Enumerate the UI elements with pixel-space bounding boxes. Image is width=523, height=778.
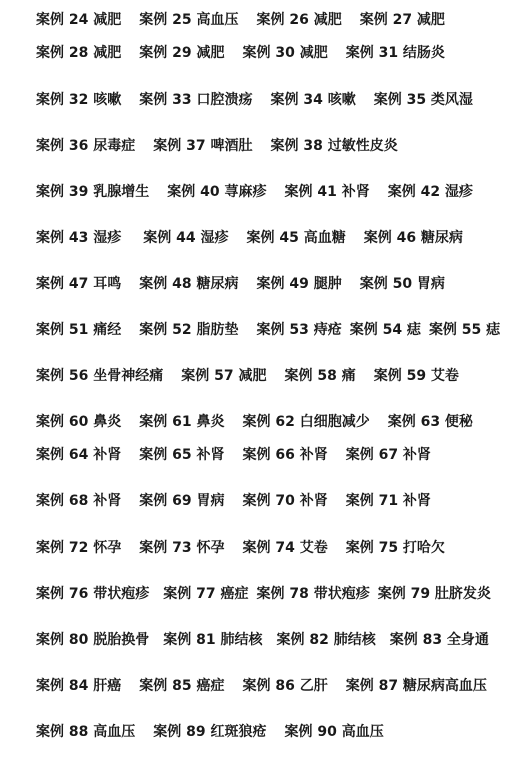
- case-link[interactable]: 案例 65 补肾: [139, 447, 225, 463]
- case-link[interactable]: 案例 30 减肥: [242, 45, 328, 61]
- case-line: [36, 319, 513, 341]
- case-link[interactable]: 案例 25 高血压: [139, 12, 239, 28]
- case-link[interactable]: 案例 81 肺结核: [163, 632, 263, 648]
- case-link[interactable]: 案例 26 减肥: [256, 12, 342, 28]
- case-link[interactable]: 案例 69 胃病: [139, 493, 225, 509]
- case-link[interactable]: 案例 39 乳腺增生: [36, 184, 150, 200]
- case-link[interactable]: 案例 90 高血压: [284, 724, 384, 740]
- case-link[interactable]: 案例 48 糖尿病: [139, 276, 239, 292]
- case-link[interactable]: 案例 89 红斑狼疮: [153, 724, 267, 740]
- case-link[interactable]: 案例 72 怀孕: [36, 540, 122, 556]
- case-link[interactable]: 案例 76 带状疱疹: [36, 586, 150, 602]
- case-link[interactable]: 案例 77 癌症: [163, 586, 249, 602]
- case-link[interactable]: 案例 41 补肾: [284, 184, 370, 200]
- case-line: [36, 181, 486, 203]
- case-link[interactable]: 案例 32 咳嗽: [36, 92, 122, 108]
- case-line: [36, 273, 458, 295]
- case-link[interactable]: 案例 47 耳鸣: [36, 276, 122, 292]
- case-link[interactable]: 案例 33 口腔溃疡: [139, 92, 253, 108]
- case-link[interactable]: 案例 42 湿疹: [387, 184, 473, 200]
- case-link[interactable]: 案例 24 减肥: [36, 12, 122, 28]
- case-link[interactable]: 案例 83 全身通: [389, 632, 489, 648]
- case-link[interactable]: 案例 44 湿疹: [143, 230, 229, 246]
- case-link[interactable]: 案例 38 过敏性皮炎: [270, 138, 398, 154]
- case-line: [36, 411, 486, 433]
- case-line: [36, 721, 397, 743]
- case-link[interactable]: 案例 56 坐骨神经痛: [36, 368, 164, 384]
- case-link[interactable]: 案例 27 减肥: [359, 12, 445, 28]
- case-link[interactable]: 案例 87 糖尿病高血压: [345, 678, 487, 694]
- case-link[interactable]: 案例 88 高血压: [36, 724, 136, 740]
- case-line: [36, 9, 458, 31]
- case-link[interactable]: 案例 75 打哈欠: [345, 540, 445, 556]
- case-link[interactable]: 案例 49 腿肿: [256, 276, 342, 292]
- case-link[interactable]: 案例 86 乙肝: [242, 678, 328, 694]
- case-line: [36, 583, 504, 605]
- case-link[interactable]: 案例 46 糖尿病: [363, 230, 463, 246]
- case-link[interactable]: 案例 29 减肥: [139, 45, 225, 61]
- case-line: [36, 365, 472, 387]
- case-link[interactable]: 案例 62 白细胞减少: [242, 414, 370, 430]
- case-link[interactable]: 案例 28 减肥: [36, 45, 122, 61]
- case-line: [36, 675, 500, 697]
- case-line: [36, 227, 476, 249]
- case-link[interactable]: 案例 82 肺结核: [276, 632, 376, 648]
- case-line: [36, 89, 486, 111]
- case-link[interactable]: 案例 55 痣: [428, 322, 501, 338]
- case-link[interactable]: 案例 84 肝癌: [36, 678, 122, 694]
- case-link[interactable]: 案例 52 脂肪垫: [139, 322, 239, 338]
- case-link[interactable]: 案例 53 痔疮: [256, 322, 342, 338]
- case-link[interactable]: 案例 58 痛: [284, 368, 356, 384]
- case-link[interactable]: 案例 78 带状疱疹: [256, 586, 370, 602]
- case-link[interactable]: 案例 59 艾卷: [373, 368, 459, 384]
- case-link[interactable]: 案例 36 尿毒症: [36, 138, 136, 154]
- case-link[interactable]: 案例 85 癌症: [139, 678, 225, 694]
- case-line: [36, 444, 444, 466]
- case-link[interactable]: 案例 40 荨麻疹: [167, 184, 267, 200]
- case-line: [36, 490, 444, 512]
- case-link[interactable]: 案例 68 补肾: [36, 493, 122, 509]
- case-link[interactable]: 案例 73 怀孕: [139, 540, 225, 556]
- case-link[interactable]: 案例 60 鼻炎: [36, 414, 122, 430]
- case-line: [36, 42, 458, 64]
- case-link[interactable]: 案例 45 高血糖: [246, 230, 346, 246]
- case-link[interactable]: 案例 31 结肠炎: [345, 45, 445, 61]
- case-line: [36, 135, 411, 157]
- case-link[interactable]: 案例 51 痛经: [36, 322, 122, 338]
- case-link[interactable]: 案例 80 脱胎换骨: [36, 632, 150, 648]
- case-link[interactable]: 案例 61 鼻炎: [139, 414, 225, 430]
- case-link[interactable]: 案例 34 咳嗽: [270, 92, 356, 108]
- case-link[interactable]: 案例 50 胃病: [359, 276, 445, 292]
- case-link[interactable]: 案例 43 湿疹: [36, 230, 122, 246]
- case-link[interactable]: 案例 70 补肾: [242, 493, 328, 509]
- case-link[interactable]: 案例 54 痣: [349, 322, 421, 338]
- case-link[interactable]: 案例 71 补肾: [345, 493, 431, 509]
- case-link[interactable]: 案例 35 类风湿: [373, 92, 473, 108]
- case-link[interactable]: 案例 66 补肾: [242, 447, 328, 463]
- case-link[interactable]: 案例 67 补肾: [345, 447, 431, 463]
- case-link[interactable]: 案例 37 啤酒肚: [153, 138, 253, 154]
- case-line: [36, 629, 502, 651]
- case-line: [36, 537, 458, 559]
- case-link[interactable]: 案例 74 艾卷: [242, 540, 328, 556]
- case-link[interactable]: 案例 57 减肥: [181, 368, 267, 384]
- case-link[interactable]: 案例 64 补肾: [36, 447, 122, 463]
- case-link[interactable]: 案例 79 肚脐发炎: [377, 586, 491, 602]
- case-link[interactable]: 案例 63 便秘: [387, 414, 473, 430]
